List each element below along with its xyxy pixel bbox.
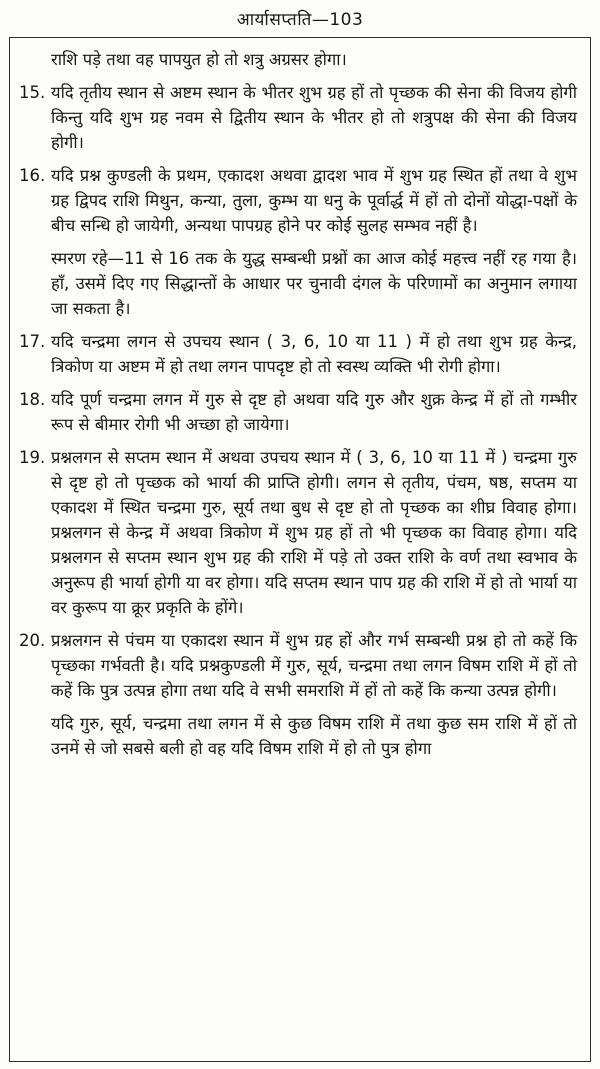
item-number: 16.: [19, 166, 46, 185]
paragraph: [10, 80, 577, 155]
paragraph-text: यदि तृतीय स्थान से अष्टम स्थान के भीतर शुभ ग्रह हों तो पृच्छक की सेना की विजय होगी किन्तु यदि शुभ ग्रह नवम से द्वितीय स्थान के भीतर हो तो शत्रुपक्ष की सेना की विजय होगी।: [51, 83, 577, 152]
item-number: 20.: [19, 631, 46, 650]
paragraph-text: यदि चन्द्रमा लगन से उपचय स्थान ( 3, 6, 10 या 11 ) में हो तथा शुभ ग्रह केन्द्र, त्रिकोण या अष्टम में हो तथा लगन पापदृष्ट हो तो स्वस्थ व्यक्ति भी रोगी होगा।: [51, 332, 577, 376]
running-title: आर्यासप्तति—103: [236, 10, 364, 30]
item-number: 19.: [19, 448, 46, 467]
paragraph: [10, 246, 577, 321]
item-number: 17.: [19, 332, 46, 351]
paragraph: [10, 445, 577, 620]
item-number: 15.: [19, 83, 46, 102]
paragraph: [10, 47, 577, 72]
paragraph-text: राशि पड़े तथा वह पापयुत हो तो शत्रु अग्रसर होगा।: [51, 50, 347, 69]
page-header: [10, 7, 590, 35]
paragraph-text: स्मरण रहे—11 से 16 तक के युद्ध सम्बन्धी प्रश्नों का आज कोई महत्त्व नहीं रह गया है। हाँ, उसमें दिए गए सिद्धान्तों के आधार पर चुनावी दंगल के परिणामों का अनुमान लगाया जा सकता है।: [51, 249, 577, 318]
paragraph-text: प्रश्नलगन से पंचम या एकादश स्थान में शुभ ग्रह हों और गर्भ सम्बन्धी प्रश्न हो तो कहें कि पृच्छका गर्भवती है। यदि प्रश्नकुण्डली में गुरु, सूर्य, चन्द्रमा तथा लगन विषम राशि में हों तो कहें कि पुत्र उत्पन्न होगा तथा यदि वे सभी समराशि में हों तो कहें कि कन्या उत्पन्न होगी।: [51, 631, 577, 700]
paragraph: [10, 329, 577, 379]
page-frame: [9, 37, 591, 1062]
paragraph: [10, 387, 577, 437]
paragraph: [10, 628, 577, 703]
paragraph-text: यदि गुरु, सूर्य, चन्द्रमा तथा लगन में से कुछ विषम राशि में तथा कुछ सम राशि में हों तो उनमें से जो सबसे बली हो वह यदि विषम राशि में हो तो पुत्र होगा: [51, 714, 577, 758]
paragraph: [10, 163, 577, 238]
paragraph-text: प्रश्नलगन से सप्तम स्थान में अथवा उपचय स्थान में ( 3, 6, 10 या 11 में ) चन्द्रमा गुरु से दृष्ट हो तो पृच्छक को भार्या की प्राप्ति होगी। लगन से तृतीय, पंचम, षष्ठ, सप्तम या एकादश में स्थित चन्द्रमा गुरु, सूर्य तथा बुध से दृष्ट हो तो पृच्छक का शीघ्र विवाह होगा। प्रश्नलगन से केन्द्र में अथवा त्रिकोण में शुभ ग्रह हों तो भी पृच्छक का विवाह होगा। यदि प्रश्नलगन से सप्तम स्थान शुभ ग्रह की राशि में पड़े तो उक्त राशि के वर्ण तथा स्वभाव के अनुरूप ही भार्या होगी या वर होगा। यदि सप्तम स्थान पाप ग्रह की राशि में हो तो भार्या या वर कुरूप या क्रूर प्रकृति के होंगे।: [51, 448, 577, 617]
paragraph: [10, 711, 577, 761]
paragraph-text: यदि पूर्ण चन्द्रमा लगन में गुरु से दृष्ट हो अथवा यदि गुरु और शुक्र केन्द्र में हों तो गम्भीर रूप से बीमार रोगी भी अच्छा हो जायेगा।: [51, 390, 577, 434]
paragraph-text: यदि प्रश्न कुण्डली के प्रथम, एकादश अथवा द्वादश भाव में शुभ ग्रह स्थित हों तथा वे शुभ ग्रह द्विपद राशि मिथुन, कन्या, तुला, कुम्भ या धनु के पूर्वार्द्ध में हों तो दोनों योद्धा-पक्षों के बीच सन्धि हो जायेगी, अन्यथा पापग्रह होने पर कोई सुलह सम्भव नहीं है।: [51, 166, 577, 235]
item-number: 18.: [19, 390, 46, 409]
